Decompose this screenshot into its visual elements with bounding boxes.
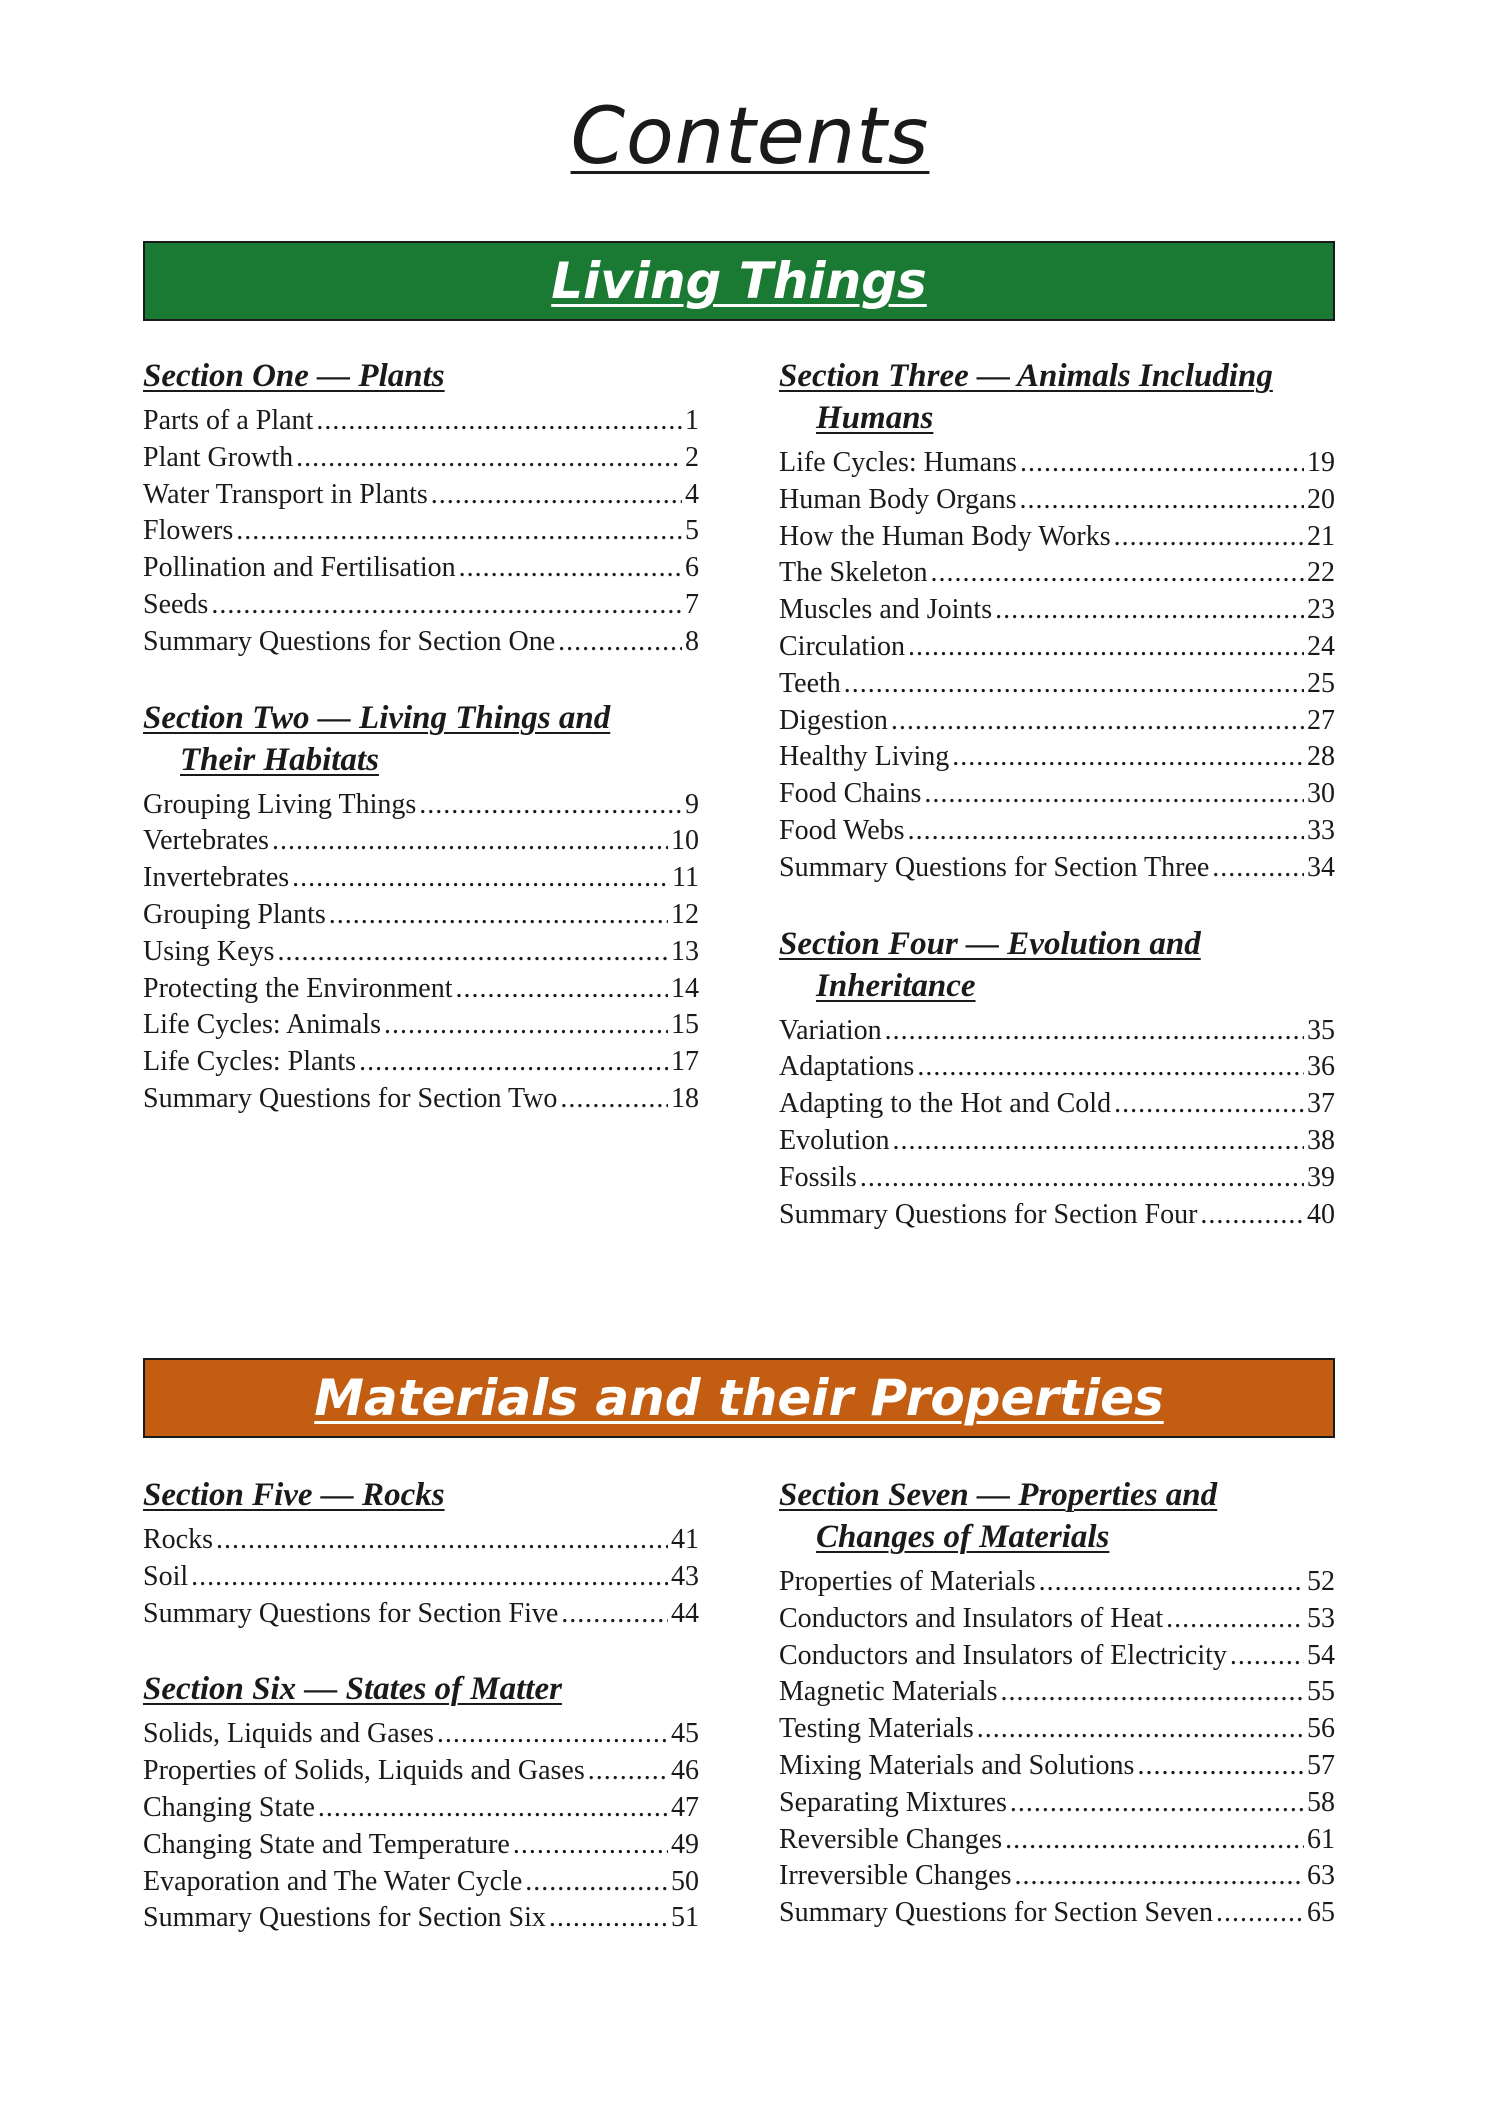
toc-entry-title: Irreversible Changes <box>779 1860 1012 1892</box>
toc-entry-page: 12 <box>671 898 699 930</box>
dot-leader <box>1137 1748 1304 1785</box>
dot-leader <box>931 555 1304 592</box>
toc-entry-title: Circulation <box>779 630 905 662</box>
section-heading <box>143 1668 699 1710</box>
toc-entry-title: Life Cycles: Plants <box>143 1046 357 1078</box>
dot-leader <box>456 971 669 1008</box>
toc-entry[interactable] <box>143 1559 699 1596</box>
toc-entry-page: 46 <box>671 1755 699 1787</box>
dot-leader <box>1019 482 1304 519</box>
dot-leader <box>892 1123 1304 1160</box>
toc-entry-title: Pollination and Fertilisation <box>143 552 456 584</box>
toc-entry[interactable] <box>143 1596 699 1633</box>
toc-entry-page: 27 <box>1307 704 1335 736</box>
dot-leader <box>1230 1638 1304 1675</box>
toc-entry-title: Seeds <box>143 588 209 620</box>
dot-leader <box>1200 1197 1304 1234</box>
toc-entry-title: Water Transport in Plants <box>143 478 428 510</box>
section-heading <box>143 355 699 397</box>
dot-leader <box>1114 519 1304 556</box>
toc-entry[interactable] <box>779 1785 1335 1822</box>
dot-leader <box>296 440 682 477</box>
toc-entry-page: 65 <box>1307 1897 1335 1929</box>
dot-leader <box>384 1007 668 1044</box>
toc-entry[interactable] <box>143 1900 699 1937</box>
dot-leader <box>277 934 668 971</box>
toc-entry-page: 41 <box>671 1524 699 1555</box>
toc-entry[interactable] <box>143 440 699 477</box>
toc-entry-page: 23 <box>1307 594 1335 626</box>
dot-leader <box>1212 850 1304 887</box>
toc-entry[interactable] <box>143 1864 699 1901</box>
toc-entry-page: 4 <box>685 478 699 510</box>
toc-entry-title: Mixing Materials and Solutions <box>779 1749 1135 1781</box>
toc-entry-title: Changing State <box>143 1791 315 1823</box>
dot-leader <box>908 629 1304 666</box>
toc-entry[interactable] <box>779 1748 1335 1785</box>
section-heading <box>143 697 699 781</box>
toc-entry[interactable] <box>143 550 699 587</box>
section-heading-line: Section Six — States of Matter <box>143 1671 562 1708</box>
toc-entry-title: Changing State and Temperature <box>143 1828 510 1860</box>
dot-leader <box>318 1790 668 1827</box>
toc-entry[interactable] <box>143 897 699 934</box>
dot-leader <box>588 1753 668 1790</box>
toc-entry-title: Protecting the Environment <box>143 972 453 1004</box>
toc-entry[interactable] <box>779 1895 1335 1932</box>
toc-entry-title: Grouping Living Things <box>143 788 417 820</box>
toc-entry-page: 1 <box>685 405 699 436</box>
toc-entry-page: 10 <box>671 825 699 857</box>
toc-entry-title: Summary Questions for Section Seven <box>779 1897 1213 1929</box>
dot-leader <box>1020 445 1304 482</box>
toc-entry-title: Flowers <box>143 515 234 547</box>
toc-entry[interactable] <box>143 1007 699 1044</box>
toc-entry-page: 36 <box>1307 1051 1335 1083</box>
toc-entry-page: 24 <box>1307 630 1335 662</box>
section-heading-line: Section Five — Rocks <box>143 1477 445 1513</box>
toc-entry-title: Testing Materials <box>779 1713 974 1745</box>
toc-entry[interactable] <box>143 403 699 440</box>
toc-entry-title: Adaptations <box>779 1051 915 1083</box>
dot-leader <box>272 823 668 860</box>
toc-entry-title: Life Cycles: Humans <box>779 447 1017 478</box>
dot-leader <box>329 897 668 934</box>
section-heading-line: Section Four — Evolution and <box>779 925 1201 962</box>
toc-entry-title: Evolution <box>779 1124 890 1156</box>
toc-entry-page: 15 <box>671 1009 699 1041</box>
toc-entry-title: Conductors and Insulators of Electricity <box>779 1639 1227 1671</box>
toc-entry-page: 22 <box>1307 557 1335 589</box>
dot-leader <box>459 550 682 587</box>
toc-entry-title: Conductors and Insulators of Heat <box>779 1602 1164 1634</box>
dot-leader <box>1005 1822 1304 1859</box>
toc-entry-page: 38 <box>1307 1124 1335 1156</box>
toc-entry-title: Separating Mixtures <box>779 1786 1007 1818</box>
section-heading-line: Inheritance <box>816 967 976 1004</box>
toc-entry[interactable] <box>143 971 699 1008</box>
part2-left-column <box>143 1474 699 1973</box>
toc-section <box>779 1474 1335 1932</box>
toc-entry[interactable] <box>779 1049 1335 1086</box>
toc-entry[interactable] <box>779 1160 1335 1197</box>
toc-entry[interactable] <box>779 703 1335 740</box>
toc-entry[interactable] <box>143 823 699 860</box>
toc-section <box>779 923 1335 1234</box>
toc-entry-title: Healthy Living <box>779 741 950 773</box>
part-banner-label: Materials and their Properties <box>314 1369 1164 1427</box>
toc-entry-page: 53 <box>1307 1602 1335 1634</box>
toc-entry[interactable] <box>779 1858 1335 1895</box>
section-heading-line: Humans <box>816 400 934 436</box>
toc-entry[interactable] <box>143 1081 699 1118</box>
toc-entry-page: 58 <box>1307 1786 1335 1818</box>
toc-entry[interactable] <box>143 1790 699 1827</box>
toc-entry-title: Invertebrates <box>143 862 290 894</box>
dot-leader <box>525 1864 668 1901</box>
toc-entry-page: 2 <box>685 441 699 473</box>
toc-entry[interactable] <box>779 1674 1335 1711</box>
dot-leader <box>917 1049 1304 1086</box>
toc-entry-title: Summary Questions for Section Two <box>143 1082 558 1114</box>
toc-entry[interactable] <box>779 592 1335 629</box>
toc-entry[interactable] <box>779 482 1335 519</box>
toc-entry[interactable] <box>143 787 699 824</box>
dot-leader <box>891 703 1304 740</box>
toc-entry-page: 30 <box>1307 778 1335 810</box>
toc-entry-page: 34 <box>1307 851 1335 883</box>
toc-entry-page: 52 <box>1307 1566 1335 1597</box>
section-heading-line: Section Seven — Properties and <box>779 1477 1218 1513</box>
toc-section <box>143 1474 699 1632</box>
dot-leader <box>211 587 682 624</box>
toc-entry[interactable] <box>143 1753 699 1790</box>
toc-entry[interactable] <box>779 445 1335 482</box>
toc-entry[interactable] <box>143 1522 699 1559</box>
section-heading-line: Section Two — Living Things and <box>143 699 611 736</box>
section-heading <box>779 355 1335 439</box>
dot-leader <box>1039 1564 1304 1601</box>
toc-entry-page: 17 <box>671 1046 699 1078</box>
toc-entry[interactable] <box>143 934 699 971</box>
dot-leader <box>437 1716 668 1753</box>
dot-leader <box>216 1522 668 1559</box>
toc-entry[interactable] <box>779 1197 1335 1234</box>
toc-entry-title: How the Human Body Works <box>779 520 1111 552</box>
dot-leader <box>558 624 682 661</box>
toc-entry-page: 28 <box>1307 741 1335 773</box>
toc-entry[interactable] <box>779 1086 1335 1123</box>
toc-entry-title: Magnetic Materials <box>779 1676 998 1708</box>
toc-entry[interactable] <box>143 1716 699 1753</box>
toc-entry-page: 14 <box>671 972 699 1004</box>
toc-entry-title: Food Webs <box>779 814 905 846</box>
toc-entry-title: Muscles and Joints <box>779 594 993 626</box>
dot-leader <box>549 1900 668 1937</box>
toc-entry-page: 21 <box>1307 520 1335 552</box>
toc-entry-page: 40 <box>1307 1198 1335 1230</box>
toc-entry-title: Evaporation and The Water Cycle <box>143 1865 523 1897</box>
toc-entry-title: Food Chains <box>779 778 922 810</box>
toc-entry-title: Properties of Materials <box>779 1566 1036 1597</box>
section-heading <box>143 1474 699 1516</box>
part-banner-materials <box>143 1358 1335 1438</box>
dot-leader <box>236 513 682 550</box>
toc-entry-page: 47 <box>671 1791 699 1823</box>
toc-entry-title: Adapting to the Hot and Cold <box>779 1088 1112 1120</box>
dot-leader <box>292 860 669 897</box>
toc-entry-page: 56 <box>1307 1713 1335 1745</box>
dot-leader <box>1216 1895 1304 1932</box>
dot-leader <box>1010 1785 1304 1822</box>
dot-leader <box>1014 1858 1304 1895</box>
toc-entry[interactable] <box>143 624 699 661</box>
toc-entry[interactable] <box>779 1564 1335 1601</box>
toc-entry[interactable] <box>779 776 1335 813</box>
toc-entry-title: Grouping Plants <box>143 898 326 930</box>
dot-leader <box>316 403 682 440</box>
toc-section <box>779 355 1335 887</box>
dot-leader <box>885 1013 1304 1050</box>
section-heading <box>779 1474 1335 1558</box>
toc-entry-page: 44 <box>671 1597 699 1629</box>
part1-right-column <box>779 355 1335 1269</box>
dot-leader <box>908 813 1304 850</box>
toc-entry-page: 50 <box>671 1865 699 1897</box>
toc-entry-title: Reversible Changes <box>779 1823 1003 1855</box>
dot-leader <box>431 477 682 514</box>
toc-entry-page: 63 <box>1307 1860 1335 1892</box>
toc-entry-page: 45 <box>671 1718 699 1750</box>
dot-leader <box>924 776 1304 813</box>
toc-entry-page: 18 <box>671 1082 699 1114</box>
toc-entry-page: 11 <box>672 862 699 894</box>
toc-entry-title: Teeth <box>779 667 841 699</box>
dot-leader <box>513 1827 668 1864</box>
toc-entry-page: 8 <box>685 625 699 657</box>
toc-entry[interactable] <box>143 513 699 550</box>
toc-entry[interactable] <box>779 666 1335 703</box>
toc-entry-page: 35 <box>1307 1014 1335 1046</box>
toc-entry-title: Summary Questions for Section Five <box>143 1597 559 1629</box>
toc-section <box>143 1668 699 1937</box>
toc-entry-title: Summary Questions for Section Six <box>143 1902 546 1934</box>
toc-entry-page: 6 <box>685 552 699 584</box>
toc-entry[interactable] <box>779 1601 1335 1638</box>
dot-leader <box>844 666 1304 703</box>
toc-entry-title: Soil <box>143 1560 189 1592</box>
dot-leader <box>359 1044 668 1081</box>
toc-entry-title: Using Keys <box>143 935 275 967</box>
dot-leader <box>561 1596 668 1633</box>
toc-entry[interactable] <box>143 587 699 624</box>
toc-entry-title: Parts of a Plant <box>143 405 314 436</box>
toc-entry[interactable] <box>143 860 699 897</box>
toc-entry[interactable] <box>779 1123 1335 1160</box>
page-title: Contents <box>570 92 930 182</box>
toc-entry-page: 55 <box>1307 1676 1335 1708</box>
toc-entry-page: 7 <box>685 588 699 620</box>
toc-entry[interactable] <box>779 519 1335 556</box>
toc-entry-page: 43 <box>671 1560 699 1592</box>
toc-entry[interactable] <box>779 1711 1335 1748</box>
toc-entry[interactable] <box>143 1827 699 1864</box>
toc-entry-page: 13 <box>671 935 699 967</box>
section-heading-line: Their Habitats <box>180 741 379 778</box>
toc-entry-title: The Skeleton <box>779 557 928 589</box>
toc-entry[interactable] <box>779 1638 1335 1675</box>
dot-leader <box>419 787 682 824</box>
toc-entry[interactable] <box>779 739 1335 776</box>
part-banner-label: Living Things <box>551 252 927 310</box>
toc-entry-title: Summary Questions for Section Four <box>779 1198 1198 1230</box>
dot-leader <box>1166 1601 1304 1638</box>
toc-entry-title: Variation <box>779 1014 882 1046</box>
toc-entry-page: 9 <box>685 788 699 820</box>
section-heading-line: Changes of Materials <box>816 1519 1110 1555</box>
dot-leader <box>1000 1674 1304 1711</box>
toc-entry-page: 39 <box>1307 1161 1335 1193</box>
toc-entry-title: Solids, Liquids and Gases <box>143 1718 434 1750</box>
toc-entry-page: 51 <box>671 1902 699 1934</box>
toc-entry-title: Human Body Organs <box>779 483 1017 515</box>
toc-entry-page: 57 <box>1307 1749 1335 1781</box>
toc-entry[interactable] <box>143 1044 699 1081</box>
toc-entry[interactable] <box>779 1013 1335 1050</box>
section-heading-line: Section Three — Animals Including <box>779 358 1273 394</box>
toc-entry-title: Summary Questions for Section One <box>143 625 556 657</box>
section-heading <box>779 923 1335 1007</box>
toc-entry[interactable] <box>779 1822 1335 1859</box>
toc-entry-title: Vertebrates <box>143 825 269 857</box>
part-banner-living-things <box>143 241 1335 321</box>
toc-entry-title: Rocks <box>143 1524 213 1555</box>
toc-entry-title: Plant Growth <box>143 441 294 473</box>
toc-entry-title: Properties of Solids, Liquids and Gases <box>143 1755 585 1787</box>
toc-entry[interactable] <box>143 477 699 514</box>
dot-leader <box>560 1081 668 1118</box>
toc-entry-page: 20 <box>1307 483 1335 515</box>
toc-entry-title: Digestion <box>779 704 888 736</box>
dot-leader <box>1114 1086 1304 1123</box>
part2-right-column <box>779 1474 1335 1968</box>
part1-left-column <box>143 355 699 1154</box>
section-heading-line: Section One — Plants <box>143 358 445 394</box>
dot-leader <box>977 1711 1304 1748</box>
toc-section <box>143 355 699 661</box>
toc-entry-page: 5 <box>685 515 699 547</box>
dot-leader <box>860 1160 1304 1197</box>
toc-entry-page: 49 <box>671 1828 699 1860</box>
dot-leader <box>995 592 1304 629</box>
toc-entry-title: Summary Questions for Section Three <box>779 851 1210 883</box>
dot-leader <box>952 739 1304 776</box>
toc-entry[interactable] <box>779 629 1335 666</box>
toc-section <box>143 697 699 1118</box>
toc-entry-page: 61 <box>1307 1823 1335 1855</box>
toc-entry-title: Life Cycles: Animals <box>143 1009 381 1041</box>
dot-leader <box>191 1559 668 1596</box>
toc-entry-page: 19 <box>1307 447 1335 478</box>
toc-entry-page: 37 <box>1307 1088 1335 1120</box>
toc-entry-title: Fossils <box>779 1161 857 1193</box>
toc-entry-page: 25 <box>1307 667 1335 699</box>
toc-entry[interactable] <box>779 555 1335 592</box>
toc-entry-page: 33 <box>1307 814 1335 846</box>
toc-entry[interactable] <box>779 850 1335 887</box>
toc-entry[interactable] <box>779 813 1335 850</box>
toc-entry-page: 54 <box>1307 1639 1335 1671</box>
